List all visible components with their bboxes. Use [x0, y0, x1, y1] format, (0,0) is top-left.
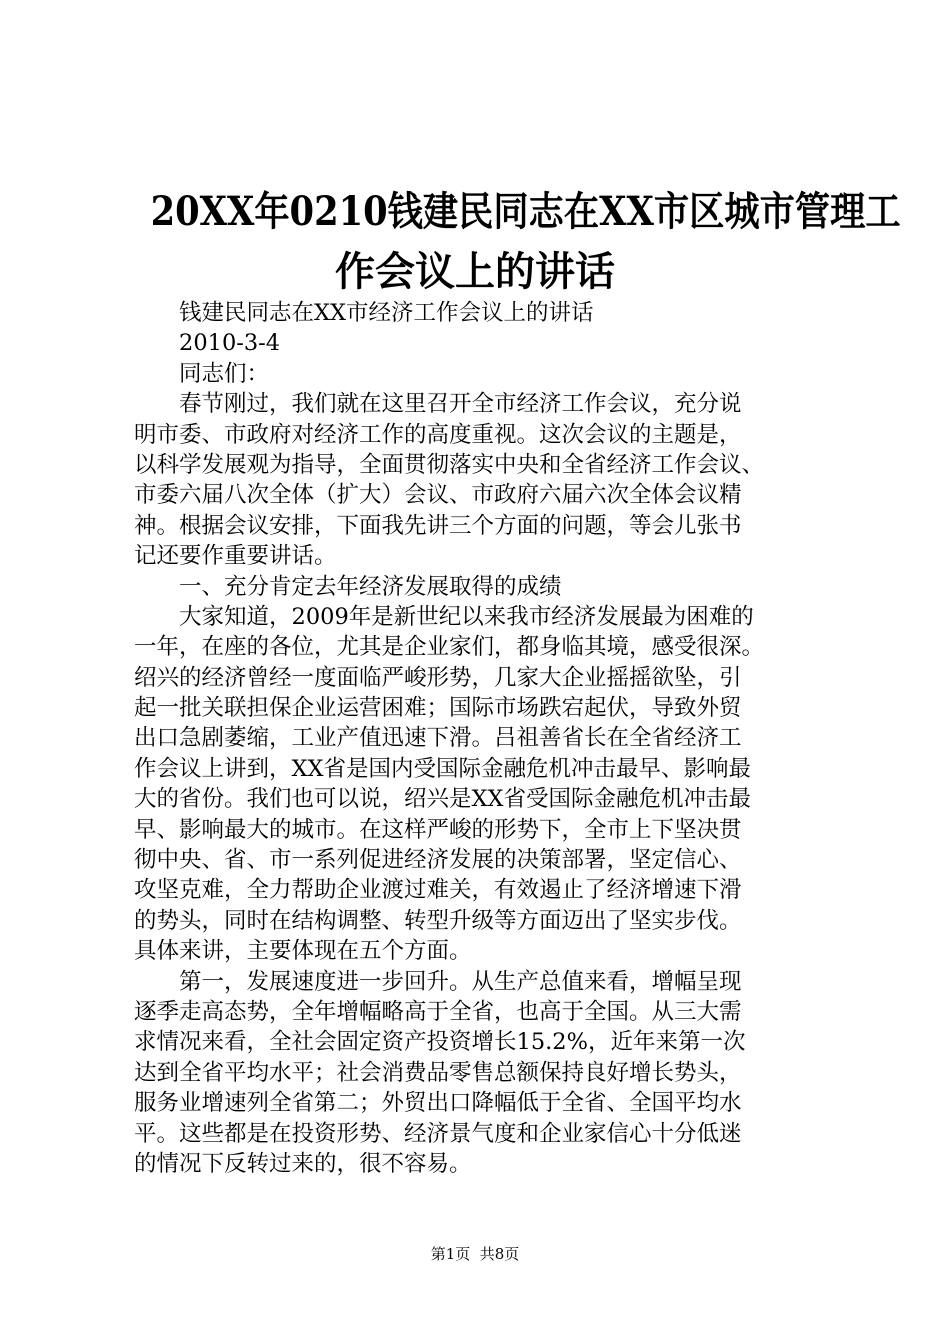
document-title-line-1: 20XX年0210钱建民同志在XX市区城市管理工	[150, 188, 901, 235]
text-line: 钱建民同志在XX市经济工作会议上的讲话	[179, 300, 594, 326]
text-line: 平。这些都是在投资形势、经济景气度和企业家信心十分低迷	[134, 1120, 742, 1147]
text-line: 彻中央、省、市一系列促进经济发展的决策部署，坚定信心、	[134, 847, 742, 874]
text-line: 大家知道，2009年是新世纪以来我市经济发展最为困难的	[179, 603, 754, 630]
text-line: 求情况来看，全社会固定资产投资增长15.2%，近年来第一次	[134, 1029, 746, 1056]
text-line: 出口急剧萎缩，工业产值迅速下滑。吕祖善省长在全省经济工	[134, 725, 742, 752]
text-line: 记还要作重要讲话。	[134, 543, 337, 570]
page-footer	[0, 1244, 950, 1264]
text-line: 2010-3-4	[179, 330, 281, 357]
text-line: 起一批关联担保企业运营困难；国际市场跌宕起伏，导致外贸	[134, 695, 742, 722]
text-line: 达到全省平均水平；社会消费品零售总额保持良好增长势头，	[134, 1059, 742, 1086]
text-line: 绍兴的经济曾经一度面临严峻形势，几家大企业摇摇欲坠，引	[134, 664, 742, 691]
document-title-line-2: 作会议上的讲话	[335, 248, 615, 295]
text-line: 一、充分肯定去年经济发展取得的成绩	[179, 573, 562, 600]
text-line: 神。根据会议安排，下面我先讲三个方面的问题，等会儿张书	[134, 512, 742, 539]
text-line: 攻坚克难，全力帮助企业渡过难关，有效遏止了经济增速下滑	[134, 877, 742, 904]
text-line: 逐季走高态势，全年增幅略高于全省，也高于全国。从三大需	[134, 998, 742, 1025]
text-line: 市委六届八次全体（扩大）会议、市政府六届六次全体会议精	[134, 482, 742, 509]
text-line: 以科学发展观为指导，全面贯彻落实中央和全省经济工作会议、	[134, 451, 765, 478]
text-line: 大的省份。我们也可以说，绍兴是XX省受国际金融危机冲击最	[134, 786, 752, 813]
text-line: 明市委、市政府对经济工作的高度重视。这次会议的主题是，	[134, 421, 742, 448]
text-line: 作会议上讲到，XX省是国内受国际金融危机冲击最早、影响最	[134, 755, 752, 782]
document-body	[134, 298, 850, 1179]
text-line: 同志们：	[179, 360, 270, 387]
text-line: 春节刚过，我们就在这里召开全市经济工作会议，充分说	[179, 391, 742, 418]
text-line: 第一，发展速度进一步回升。从生产总值来看，增幅呈现	[179, 968, 742, 995]
text-line: 早、影响最大的城市。在这样严峻的形势下，全市上下坚决贯	[134, 816, 742, 843]
text-line: 具体来讲，主要体现在五个方面。	[134, 938, 472, 965]
text-line: 一年，在座的各位，尤其是企业家们，都身临其境，感受很深。	[134, 634, 765, 661]
page-number: 第1页 共8页	[430, 1245, 520, 1263]
text-line: 的情况下反转过来的，很不容易。	[134, 1150, 472, 1177]
text-line: 服务业增速列全省第二；外贸出口降幅低于全省、全国平均水	[134, 1090, 742, 1117]
text-line: 的势头，同时在结构调整、转型升级等方面迈出了坚实步伐。	[134, 907, 742, 934]
